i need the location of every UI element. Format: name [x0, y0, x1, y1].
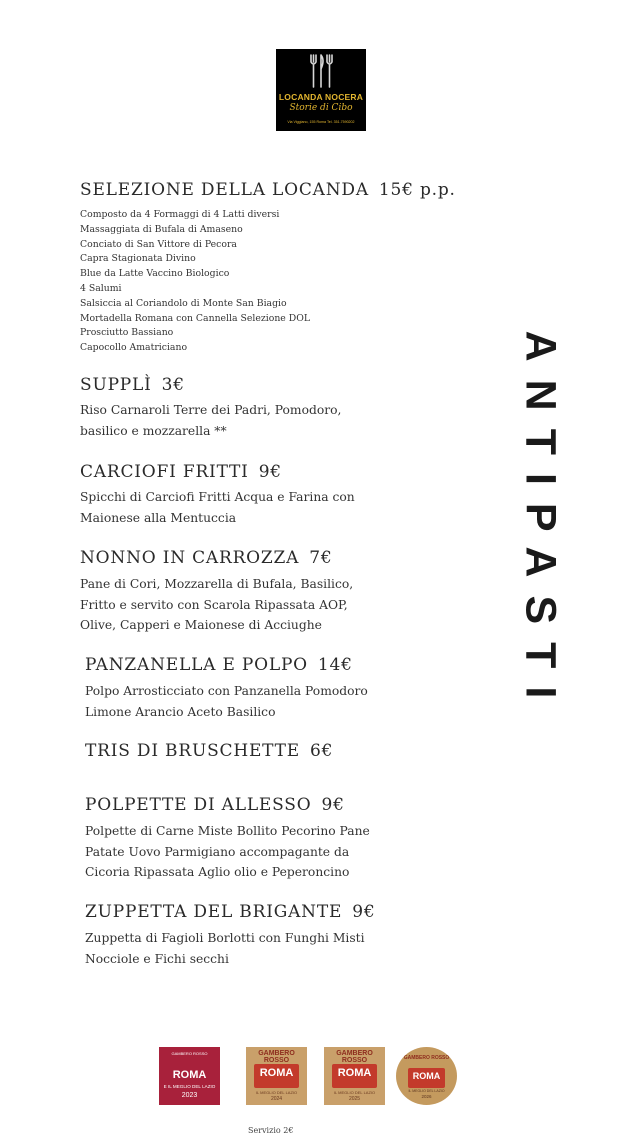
item-heading — [80, 548, 353, 568]
item-price: 9€ — [258, 462, 282, 482]
badge-brand: GAMBERO ROSSO — [258, 1050, 295, 1064]
cutlery-icon — [307, 53, 335, 89]
item-price: 3€ — [161, 375, 185, 395]
badge-city: ROMA — [337, 1067, 372, 1079]
item-price: 6€ — [309, 741, 334, 761]
item-name: CARCIOFI FRITTI — [80, 462, 249, 482]
item-heading — [80, 180, 456, 200]
menu-item-tris-di-bruschette — [85, 741, 333, 761]
badge-subtitle: IL MEGLIO DEL LAZIO — [255, 1090, 298, 1095]
item-description-line: Composto da 4 Formaggi di 4 Latti diversi — [80, 209, 280, 220]
item-heading — [85, 741, 333, 761]
menu-item-carciofi-fritti — [80, 462, 355, 528]
item-name: ZUPPETTA DEL BRIGANTE — [85, 902, 343, 922]
badge-year: 2024 — [270, 1096, 283, 1102]
item-description-line: Pane di Cori, Mozzarella di Bufala, Basilico, — [80, 577, 354, 591]
award-badge-2023 — [159, 1047, 220, 1105]
item-description-line: Capocollo Amatriciano — [80, 342, 188, 354]
item-name: SUPPLÌ — [80, 375, 152, 395]
badge-year: 2023 — [181, 1092, 198, 1099]
badge-year: 2026 — [421, 1094, 432, 1099]
badge-subtitle: E IL MEGLIO DEL LAZIO — [163, 1084, 216, 1089]
item-description-line: Maionese alla Mentuccia — [80, 510, 237, 525]
item-description-line: Massaggiata di Bufala di Amaseno — [80, 223, 243, 235]
menu-item-zuppetta-del-brigante — [85, 902, 375, 969]
item-description-line: Nocciole e Fichi secchi — [85, 951, 229, 966]
section-title-text: ANTIPASTI — [516, 330, 565, 716]
item-description-line: Mortadella Romana con Cannella Selezione DOL — [80, 312, 311, 324]
item-description-line: Riso Carnaroli Terre dei Padri, Pomodoro, — [80, 403, 342, 417]
item-description-line: Blue da Latte Vaccino Biologico — [80, 268, 230, 280]
badge-brand: GAMBERO ROSSO — [403, 1055, 450, 1061]
badge-city: ROMA — [172, 1069, 207, 1081]
menu-item-nonno-in-carrozza — [80, 548, 353, 636]
item-heading — [80, 462, 355, 482]
item-price: 14€ — [317, 655, 353, 675]
item-description-line: Spicchi di Carciofi Fritti Acqua e Farina con — [80, 490, 355, 504]
badge-brand: GAMBERO ROSSO — [171, 1051, 208, 1056]
logo-tagline: Storie di Cibo — [289, 103, 353, 113]
item-description-line: Limone Arancio Aceto Basilico — [85, 704, 276, 719]
item-description-line: Prosciutto Bassiano — [80, 327, 174, 339]
item-description-line: Fritto e servito con Scarola Ripassata AOP, — [80, 597, 348, 612]
item-price: 7€ — [309, 548, 333, 568]
logo-address: Via Viggiano, 155 Roma Tel. 351.7590202 — [287, 120, 355, 124]
item-description-line: Patate Uovo Parmigiano accompagante da — [85, 844, 350, 859]
item-heading — [85, 902, 375, 922]
item-description-line: Capra Stagionata Divino — [80, 253, 196, 265]
item-description-line: 4 Salumi — [80, 282, 122, 294]
service-charge-note: Servizio 2€ — [248, 1126, 294, 1135]
item-description-line: Polpette di Carne Miste Bollito Pecorino Pane — [85, 824, 370, 838]
badge-subtitle: IL MEGLIO DEL LAZIO — [408, 1089, 445, 1093]
item-description-line: Polpo Arrosticciato con Panzanella Pomodoro — [85, 684, 368, 698]
badge-city: ROMA — [259, 1067, 294, 1079]
item-name: TRIS DI BRUSCHETTE — [85, 741, 300, 761]
item-name: SELEZIONE DELLA LOCANDA — [80, 180, 369, 200]
item-description-line: Salsiccia al Coriandolo di Monte San Biagio — [80, 297, 287, 309]
item-price: 9€ — [321, 795, 345, 815]
badge-city: ROMA — [412, 1071, 441, 1081]
item-description-line: Conciato di San Vittore di Pecora — [80, 238, 237, 250]
item-heading — [85, 795, 370, 815]
item-name: NONNO IN CARROZZA — [80, 548, 300, 568]
badge-subtitle: IL MEGLIO DEL LAZIO — [333, 1090, 376, 1095]
item-description-line: Cicoria Ripassata Aglio olio e Peperoncino — [85, 865, 350, 880]
award-badge-2024 — [246, 1047, 307, 1105]
badge-year: 2025 — [348, 1096, 361, 1102]
award-badge-2025 — [324, 1047, 385, 1105]
item-description-line: Olive, Capperi e Maionese di Acciughe — [80, 618, 322, 633]
item-description-line: Zuppetta di Fagioli Borlotti con Funghi Misti — [85, 931, 365, 945]
restaurant-logo — [276, 49, 366, 131]
item-price: 9€ — [352, 902, 376, 922]
menu-item-polpette-di-allesso — [85, 795, 370, 883]
badge-brand: GAMBERO ROSSO — [336, 1050, 373, 1064]
item-heading — [85, 655, 368, 675]
item-heading — [80, 375, 341, 395]
item-price: 15€ p.p. — [378, 180, 456, 200]
item-name: PANZANELLA E POLPO — [85, 655, 308, 675]
item-name: POLPETTE DI ALLESSO — [85, 795, 312, 815]
award-badge-2026 — [396, 1047, 457, 1105]
logo-name: LOCANDA NOCERA — [278, 92, 364, 102]
item-description-line: basilico e mozzarella ** — [80, 423, 227, 438]
menu-item-panzanella-e-polpo — [85, 655, 368, 722]
menu-item-suppli — [80, 375, 341, 441]
menu-item-selezione — [80, 180, 456, 356]
section-title — [516, 330, 565, 716]
